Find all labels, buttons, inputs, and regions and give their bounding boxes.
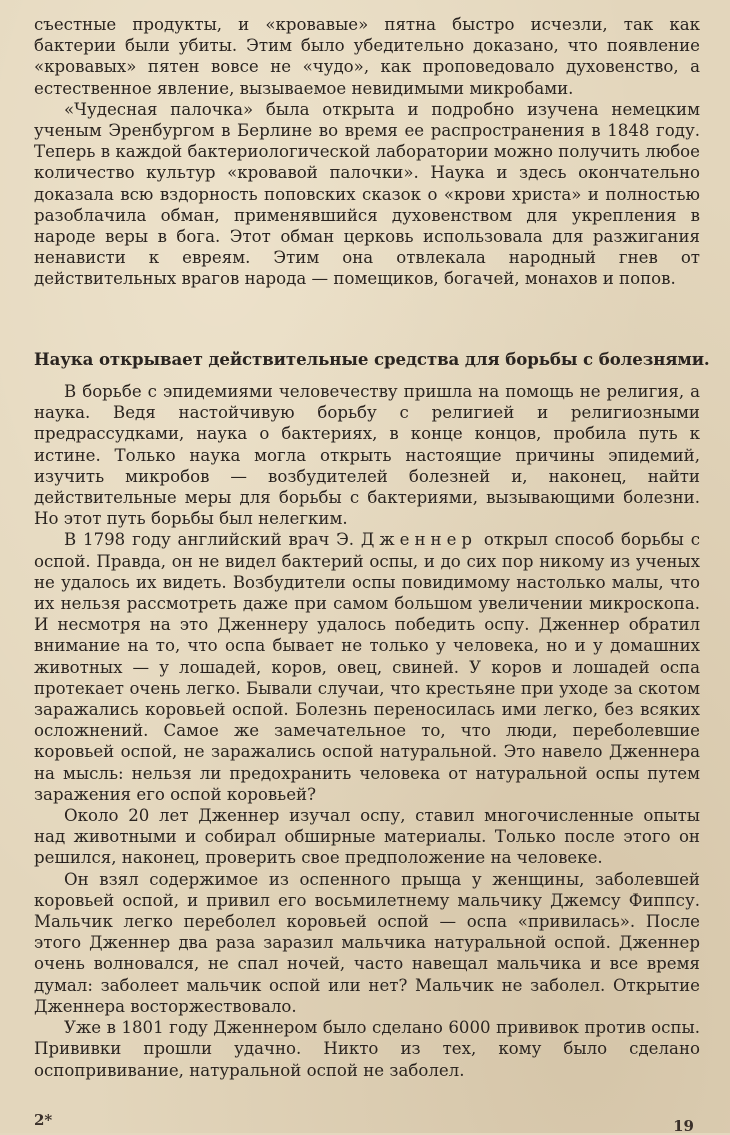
spaced-name: Дженнер (360, 530, 478, 550)
paragraph: «Чудесная палочка» была открыта и подробно изучена немецким ученым Эренбургом в Берлине во время ее распространения в 1848 году. Теперь в каждой бактериологической лаборатории можно получить любое количество культур «кровавой палочки». Наука и здесь окончательно доказала всю вздорность поповских сказок о «крови христа» и полностью разоблачила обман, применявшийся духовенством для укрепления в народе веры в бога. Этот обман церковь использовала для разжигания ненависти к евреям. Этим она отвлекала народный гнев от действительных врагов народа — помещиков, богачей, монахов и попов. (34, 99, 700, 289)
paragraph: В борьбе с эпидемиями человечеству пришла на помощь не религия, а наука. Ведя настойчивую борьбу с религией и религиозными предрассудками, наука о бактериях, в конце концов, пробила путь к истине. Только наука могла открыть настоящие причины эпидемий, изучить микробов — возбудителей болезней и, наконец, найти действительные меры для борьбы с бактериями, вызывающими болезни. Но этот путь борьбы был нелегким. (34, 382, 700, 529)
paragraph: Он взял содержимое из оспенного прыща у женщины, заболевшей коровьей оспой, и привил его восьмилетнему мальчику Джемсу Фиппсу. Мальчик легко переболел коровьей оспой — оспа «привилась». После этого Дженнер два раза заразил мальчика натуральной оспой. Дженнер очень волновался, не спал ночей, часто навещал мальчика и все время думал: заболеет мальчик оспой или нет? Мальчик не заболел. Открытие Дженнера восторжествовало. (34, 869, 700, 1016)
section-heading: Наука открывает действительные средства для борьбы с болезнями. (34, 349, 710, 369)
text-block-main (34, 381, 700, 1081)
text-block-top (34, 14, 700, 290)
text-span: В 1798 году английский врач Э. (64, 530, 361, 550)
printer-signature: 2* (34, 1111, 53, 1129)
paragraph: съестные продукты, и «кровавые» пятна быстро исчезли, так как бактерии были убиты. Этим было убедительно доказано, что появление «кровавых» пятен вовсе не «чудо», как проповедовало духовенство, а естественное явление, вызываемое невидимыми микробами. (34, 15, 700, 98)
paragraph: Уже в 1801 году Дженнером было сделано 6000 прививок против оспы. Прививки прошли удачно. Никто из тех, кому было сделано оспопрививание, натуральной оспой не заболел. (34, 1018, 700, 1080)
text-span: открыл способ борьбы с оспой. Правда, он не видел бактерий оспы, и до сих пор никому из ученых не удалось их видеть. Возбудители оспы повидимому настолько малы, что их нельзя рассмотреть даже при самом большом увеличении микроскопа. И несмотря на это Дженнеру удалось победить оспу. Дженнер обратил внимание на то, что оспа бывает не только у человека, но и у домашних животных — у лошадей, коров, овец, свиней. У коров и лошадей оспа протекает очень легко. Бывали случаи, что крестьяне при уходе за скотом заражались коровьей оспой. Болезнь переносилась ими легко, без всяких осложнений. Самое же замечательное то, что люди, переболевшие коровьей оспой, не заражались оспой натуральной. Это навело Дженнера на мысль: нельзя ли предохранить человека от натуральной оспы путем заражения его оспой коровьей? (34, 530, 700, 804)
paragraph (34, 529, 700, 805)
paragraph: Около 20 лет Дженнер изучал оспу, ставил многочисленные опыты над животными и собирал обширные материалы. Только после этого он решился, наконец, проверить свое предположение на человеке. (34, 806, 700, 868)
page-number: 19 (673, 1117, 694, 1135)
